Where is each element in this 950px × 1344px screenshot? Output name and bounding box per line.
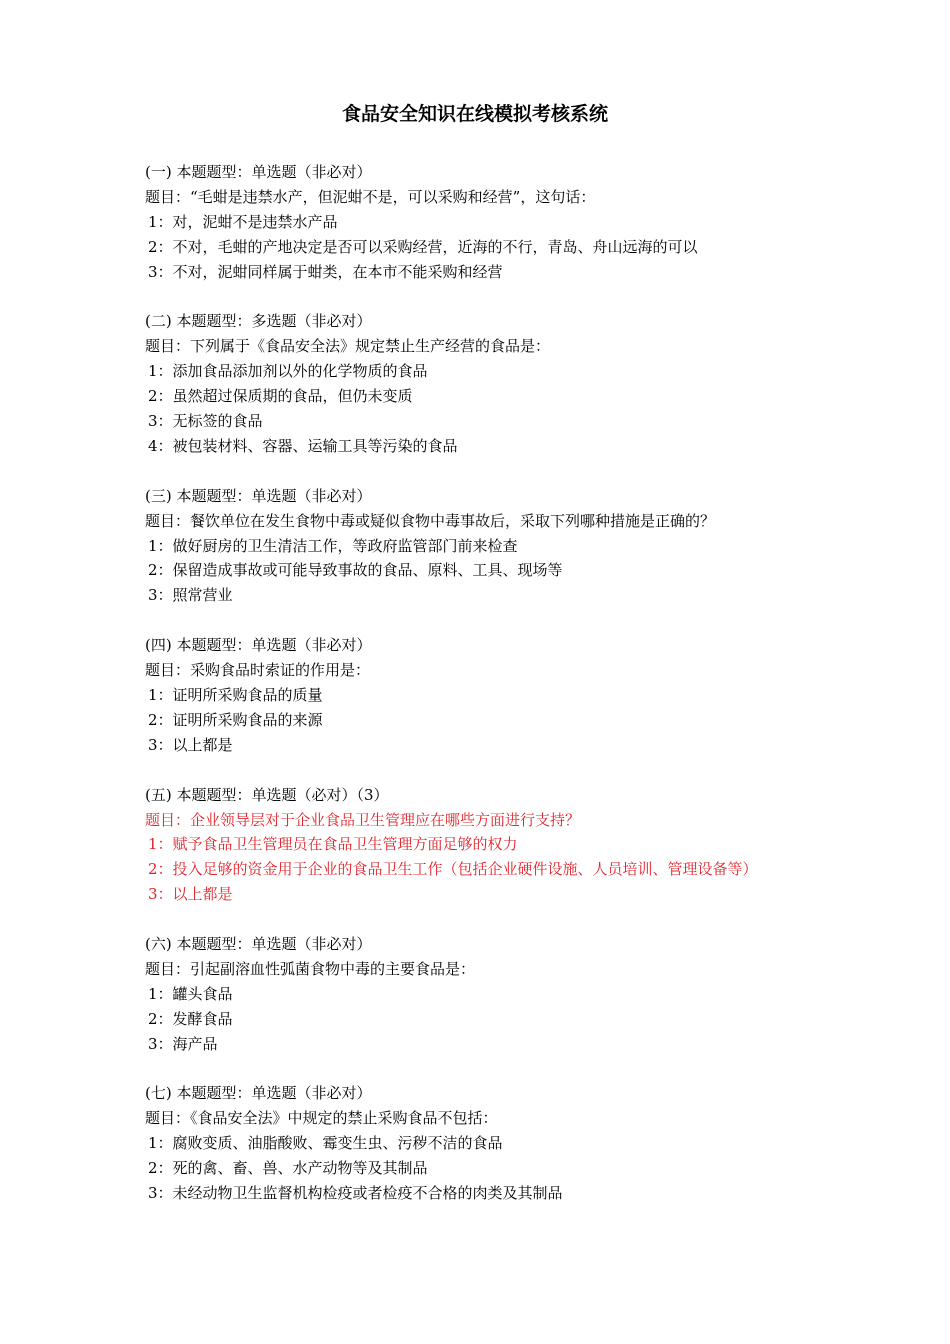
question-stem: 题目：餐饮单位在发生食物中毒或疑似食物中毒事故后，采取下列哪种措施是正确的？ [145,511,716,530]
question-7 [145,1081,815,1206]
question-3 [145,484,815,609]
question-stem: 题目：采购食品时索证的作用是： [145,661,371,680]
question-6 [145,932,815,1057]
option-3: 3：以上都是 [148,735,233,754]
question-stem: 题目：引起副溶血性弧菌食物中毒的主要食品是： [145,959,476,978]
option-2: 2：发酵食品 [148,1009,233,1028]
option-2: 2：证明所采购食品的来源 [148,710,323,729]
question-stem: 题目：下列属于《食品安全法》规定禁止生产经营的食品是： [145,337,551,356]
option-2: 2：死的禽、畜、兽、水产动物等及其制品 [148,1159,428,1178]
question-4 [145,633,815,758]
option-2: 2：不对，毛蚶的产地决定是否可以采购经营，近海的不行，青岛、舟山远海的可以 [148,237,698,256]
option-3: 3：照常营业 [148,586,233,605]
option-1: 1：做好厨房的卫生清洁工作，等政府监管部门前来检查 [148,536,518,555]
option-1-highlighted: 1：赋予食品卫生管理员在食品卫生管理方面足够的权力 [148,835,518,854]
option-3: 3：海产品 [148,1034,218,1053]
option-4: 4：被包装材料、容器、运输工具等污染的食品 [148,436,458,455]
question-header: (七) 本题题型：单选题（非必对） [145,1084,372,1103]
option-1: 1：对，泥蚶不是违禁水产品 [148,212,338,231]
option-2-highlighted: 2：投入足够的资金用于企业的食品卫生工作（包括企业硬件设施、人员培训、管理设备等） [148,860,758,879]
option-1: 1：添加食品添加剂以外的化学物质的食品 [148,362,428,381]
question-stem-highlighted: 题目：企业领导层对于企业食品卫生管理应在哪些方面进行支持？ [145,810,581,829]
option-3: 3：不对，泥蚶同样属于蚶类，在本市不能采购和经营 [148,262,503,281]
question-header: (三) 本题题型：单选题（非必对） [145,486,372,505]
question-header: (二) 本题题型：多选题（非必对） [145,312,372,331]
page-title: 食品安全知识在线模拟考核系统 [341,103,608,125]
question-stem: 题目：“毛蚶是违禁水产，但泥蚶不是，可以采购和经营”，这句话： [145,187,596,206]
question-2 [145,309,815,458]
option-3: 3：无标签的食品 [148,412,263,431]
question-header: (六) 本题题型：单选题（非必对） [145,935,372,954]
option-3: 3：未经动物卫生监督机构检疫或者检疫不合格的肉类及其制品 [148,1184,563,1203]
option-2: 2：虽然超过保质期的食品，但仍未变质 [148,387,413,406]
question-list [145,160,815,1231]
question-header: (四) 本题题型：单选题（非必对） [145,636,372,655]
option-1: 1：罐头食品 [148,984,233,1003]
option-3-highlighted: 3：以上都是 [148,885,233,904]
question-1 [145,160,815,285]
option-1: 1：证明所采购食品的质量 [148,685,323,704]
question-5 [145,783,815,908]
option-2: 2：保留造成事故或可能导致事故的食品、原料、工具、现场等 [148,561,563,580]
question-header: (五) 本题题型：单选题（必对）（3） [145,785,389,804]
option-1: 1：腐败变质、油脂酸败、霉变生虫、污秽不洁的食品 [148,1134,503,1153]
question-stem: 题目：《食品安全法》中规定的禁止采购食品不包括： [145,1109,498,1128]
question-header: (一) 本题题型：单选题（非必对） [145,163,372,181]
